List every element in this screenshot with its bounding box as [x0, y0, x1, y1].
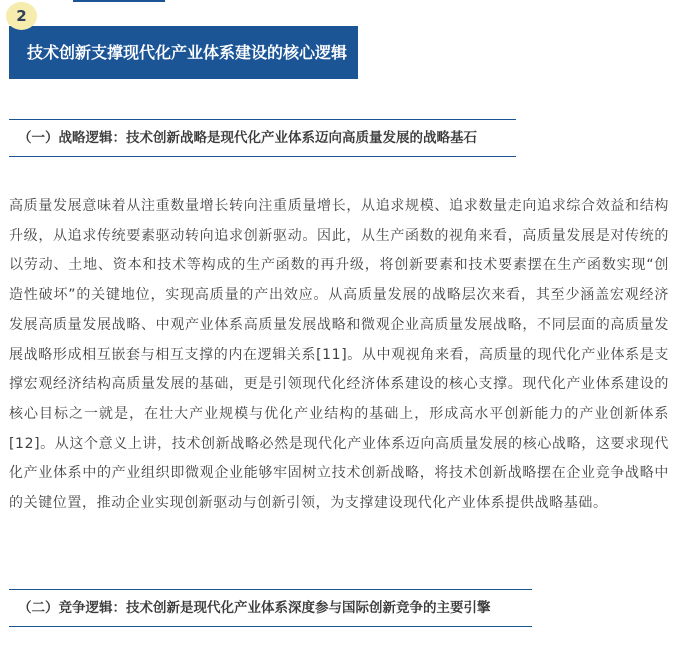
section-number-badge: 2 [6, 2, 37, 30]
subheading-strategy-logic: （一）战略逻辑：技术创新战略是现代化产业体系迈向高质量发展的战略基石 [9, 119, 516, 157]
subheading-competition-logic: （二）竞争逻辑：技术创新是现代化产业体系深度参与国际创新竞争的主要引擎 [9, 589, 532, 627]
body-paragraph: 高质量发展意味着从注重数量增长转向注重质量增长，从追求规模、追求数量走向追求综合效益和结构升级，从追求传统要素驱动转向追求创新驱动。因此，从生产函数的视角来看，高质量发展是对传统的以劳动、土地、资本和技术等构成的生产函数的再升级，将创新要素和技术要素摆在生产函数实现“创造性破坏”的关键地位，实现高质量的产出效应。从高质量发展的战略层次来看，其至少涵盖宏观经济发展高质量发展战略、中观产业体系高质量发展战略和微观企业高质量发展战略，不同层面的高质量发展战略形成相互嵌套与相互支撑的内在逻辑关系[11]。从中观视角来看，高质量的现代化产业体系是支撑宏观经济结构高质量发展的基础，更是引领现代化经济体系建设的核心支撑。现代化产业体系建设的核心目标之一就是，在壮大产业规模与优化产业结构的基础上，形成高水平创新能力的产业创新体系[12]。从这个意义上讲，技术创新战略必然是现代化产业体系迈向高质量发展的核心战略，这要求现代化产业体系中的产业组织即微观企业能够牢固树立技术创新战略，将技术创新战略摆在企业竞争战略中的关键位置，推动企业实现创新驱动与创新引领，为支撑建设现代化产业体系提供战略基础。 [9, 198, 669, 512]
top-divider [73, 0, 165, 2]
section-title: 技术创新支撑现代化产业体系建设的核心逻辑 [9, 26, 358, 79]
